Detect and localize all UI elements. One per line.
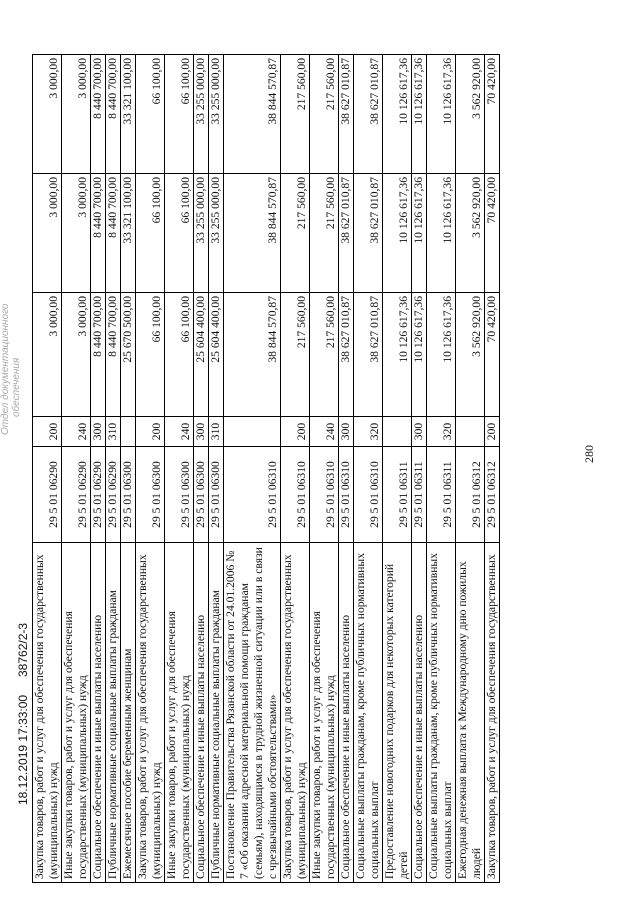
row-expense-type: [383, 417, 412, 447]
row-amount-2022: 66 100,00: [165, 55, 194, 174]
table-row: [281, 55, 310, 883]
row-amount-2020: 25 670 500,00: [121, 293, 136, 417]
row-amount-2022: 3 562 920,00: [456, 55, 485, 174]
row-name: Социальное обеспечение и иные выплаты населению: [194, 543, 209, 883]
row-name: Иные закупки товаров, работ и услуг для обеспечения государственных (муниципальных) нужд: [165, 543, 194, 883]
row-amount-2021: 8 440 700,00: [106, 174, 121, 293]
row-code: 29 5 01 06311: [383, 447, 412, 543]
row-amount-2021: 8 440 700,00: [91, 174, 106, 293]
table-row: [310, 55, 339, 883]
table-row: [354, 55, 383, 883]
row-amount-2020: 3 562 920,00: [456, 293, 485, 417]
row-code: 29 5 01 06310: [281, 447, 310, 543]
row-expense-type: 300: [91, 417, 106, 447]
row-name: Закупка товаров, работ и услуг для обеспечения государственных (муниципальных) нужд: [136, 543, 165, 883]
row-amount-2020: 8 440 700,00: [91, 293, 106, 417]
row-expense-type: 240: [310, 417, 339, 447]
row-amount-2022: 3 000,00: [62, 55, 91, 174]
table-row: [165, 55, 194, 883]
table-row: [33, 55, 62, 883]
footer-date: 18.12.2019 17:33:00: [16, 694, 30, 805]
row-expense-type: 200: [136, 417, 165, 447]
row-name: Закупка товаров, работ и услуг для обеспечения государственных (муниципальных) нужд: [281, 543, 310, 883]
table-row: [339, 55, 354, 883]
row-amount-2020: 3 000,00: [62, 293, 91, 417]
row-name: Ежегодная денежная выплата к Международному дню пожилых людей: [456, 543, 485, 883]
row-amount-2020: 10 126 617,36: [427, 293, 456, 417]
row-code: 29 5 01 06311: [412, 447, 427, 543]
row-expense-type: [121, 417, 136, 447]
row-amount-2021: 217 560,00: [281, 174, 310, 293]
row-amount-2020: 70 420,00: [485, 293, 500, 417]
row-amount-2022: 33 255 000,00: [194, 55, 209, 174]
table-row: [412, 55, 427, 883]
row-amount-2022: 38 627 010,87: [354, 55, 383, 174]
row-name: Публичные нормативные социальные выплаты гражданам: [209, 543, 224, 883]
table-row: [91, 55, 106, 883]
row-code: 29 5 01 06300: [209, 447, 224, 543]
table-row: [485, 55, 500, 883]
table-row: [224, 55, 281, 883]
row-name: Иные закупки товаров, работ и услуг для обеспечения государственных (муниципальных) нужд: [62, 543, 91, 883]
row-amount-2022: 8 440 700,00: [106, 55, 121, 174]
row-code: 29 5 01 06290: [106, 447, 121, 543]
row-name: Социальные выплаты гражданам, кроме публичных нормативных социальных выплат: [354, 543, 383, 883]
row-amount-2021: 66 100,00: [136, 174, 165, 293]
row-name: Социальное обеспечение и иные выплаты населению: [91, 543, 106, 883]
row-amount-2021: 66 100,00: [165, 174, 194, 293]
row-amount-2022: 33 255 000,00: [209, 55, 224, 174]
row-amount-2020: 10 126 617,36: [412, 293, 427, 417]
table-row: [427, 55, 456, 883]
row-amount-2022: 3 000,00: [33, 55, 62, 174]
row-amount-2021: 10 126 617,36: [412, 174, 427, 293]
row-name: Социальные выплаты гражданам, кроме публичных нормативных социальных выплат: [427, 543, 456, 883]
row-amount-2020: 10 126 617,36: [383, 293, 412, 417]
row-amount-2022: 217 560,00: [281, 55, 310, 174]
row-expense-type: 240: [165, 417, 194, 447]
row-amount-2020: 25 604 400,00: [194, 293, 209, 417]
row-name: Постановление Правительства Рязанской области от 24.01.2006 № 7 «Об оказании адресной материальной помощи гражданам (семьям), находящимся в трудной жизненной ситуации или в связи с чрезвычайными обстоятельствами»: [224, 543, 281, 883]
row-code: 29 5 01 06310: [310, 447, 339, 543]
row-amount-2020: 38 627 010,87: [354, 293, 383, 417]
row-amount-2021: 217 560,00: [310, 174, 339, 293]
row-expense-type: 300: [194, 417, 209, 447]
row-expense-type: 320: [354, 417, 383, 447]
row-name: Публичные нормативные социальные выплаты гражданам: [106, 543, 121, 883]
row-amount-2022: 8 440 700,00: [91, 55, 106, 174]
row-expense-type: 200: [485, 417, 500, 447]
row-amount-2020: 217 560,00: [310, 293, 339, 417]
row-code: 29 5 01 06290: [62, 447, 91, 543]
row-code: 29 5 01 06312: [485, 447, 500, 543]
row-name: Закупка товаров, работ и услуг для обеспечения государственных (муниципальных) нужд: [33, 543, 62, 883]
row-amount-2022: 10 126 617,36: [383, 55, 412, 174]
table-row: [194, 55, 209, 883]
table-row: [383, 55, 412, 883]
row-amount-2022: 38 844 570,87: [224, 55, 281, 174]
row-expense-type: 240: [62, 417, 91, 447]
row-expense-type: 300: [412, 417, 427, 447]
row-name: Иные закупки товаров, работ и услуг для обеспечения государственных (муниципальных) нужд: [310, 543, 339, 883]
row-amount-2020: 66 100,00: [136, 293, 165, 417]
row-expense-type: 300: [339, 417, 354, 447]
row-expense-type: 320: [427, 417, 456, 447]
row-amount-2022: 10 126 617,36: [427, 55, 456, 174]
row-amount-2021: 10 126 617,36: [427, 174, 456, 293]
row-amount-2021: 3 562 920,00: [456, 174, 485, 293]
row-name: Ежемесячное пособие беременным женщинам: [121, 543, 136, 883]
row-code: 29 5 01 06310: [224, 447, 281, 543]
watermark-line: Отдел документационного: [0, 303, 11, 435]
row-amount-2021: 10 126 617,36: [383, 174, 412, 293]
row-expense-type: [224, 417, 281, 447]
row-name: Социальное обеспечение и иные выплаты населению: [339, 543, 354, 883]
table-row: [209, 55, 224, 883]
row-expense-type: 310: [209, 417, 224, 447]
row-amount-2021: 33 255 000,00: [194, 174, 209, 293]
row-expense-type: [456, 417, 485, 447]
row-code: 29 5 01 06312: [456, 447, 485, 543]
row-amount-2020: 38 844 570,87: [224, 293, 281, 417]
table-row: [136, 55, 165, 883]
watermark-line: обеспечения: [11, 357, 22, 417]
row-code: 29 5 01 06290: [33, 447, 62, 543]
budget-table: [32, 54, 500, 883]
row-expense-type: 200: [33, 417, 62, 447]
row-amount-2020: 38 627 010,87: [339, 293, 354, 417]
row-amount-2021: 3 000,00: [62, 174, 91, 293]
row-amount-2021: 33 255 000,00: [209, 174, 224, 293]
table-row: [121, 55, 136, 883]
budget-table-body: [33, 55, 500, 883]
row-code: 29 5 01 06300: [121, 447, 136, 543]
row-amount-2022: 10 126 617,36: [412, 55, 427, 174]
row-amount-2020: 3 000,00: [33, 293, 62, 417]
row-code: 29 5 01 06300: [136, 447, 165, 543]
row-amount-2021: 38 627 010,87: [339, 174, 354, 293]
row-amount-2022: 33 321 100,00: [121, 55, 136, 174]
footer-doc-code: 38762/2-3: [16, 622, 30, 677]
row-amount-2021: 70 420,00: [485, 174, 500, 293]
row-amount-2021: 38 627 010,87: [354, 174, 383, 293]
row-code: 29 5 01 06300: [165, 447, 194, 543]
row-amount-2022: 66 100,00: [136, 55, 165, 174]
row-amount-2020: 66 100,00: [165, 293, 194, 417]
row-name: Социальное обеспечение и иные выплаты населению: [412, 543, 427, 883]
row-code: 29 5 01 06310: [354, 447, 383, 543]
row-amount-2022: 217 560,00: [310, 55, 339, 174]
row-name: Предоставление новогодних подарков для некоторых категорий детей: [383, 543, 412, 883]
row-amount-2021: 38 844 570,87: [224, 174, 281, 293]
row-amount-2020: 25 604 400,00: [209, 293, 224, 417]
row-code: 29 5 01 06311: [427, 447, 456, 543]
page-number: 280: [582, 445, 596, 463]
table-row: [106, 55, 121, 883]
table-row: [62, 55, 91, 883]
row-name: Закупка товаров, работ и услуг для обеспечения государственных: [485, 543, 500, 883]
row-code: 29 5 01 06300: [194, 447, 209, 543]
row-expense-type: 200: [281, 417, 310, 447]
row-amount-2021: 33 321 100,00: [121, 174, 136, 293]
row-amount-2020: 217 560,00: [281, 293, 310, 417]
row-code: 29 5 01 06310: [339, 447, 354, 543]
row-code: 29 5 01 06290: [91, 447, 106, 543]
row-amount-2021: 3 000,00: [33, 174, 62, 293]
row-amount-2022: 38 627 010,87: [339, 55, 354, 174]
department-watermark: [0, 304, 22, 435]
row-amount-2022: 70 420,00: [485, 55, 500, 174]
table-row: [456, 55, 485, 883]
row-amount-2020: 8 440 700,00: [106, 293, 121, 417]
row-expense-type: 310: [106, 417, 121, 447]
